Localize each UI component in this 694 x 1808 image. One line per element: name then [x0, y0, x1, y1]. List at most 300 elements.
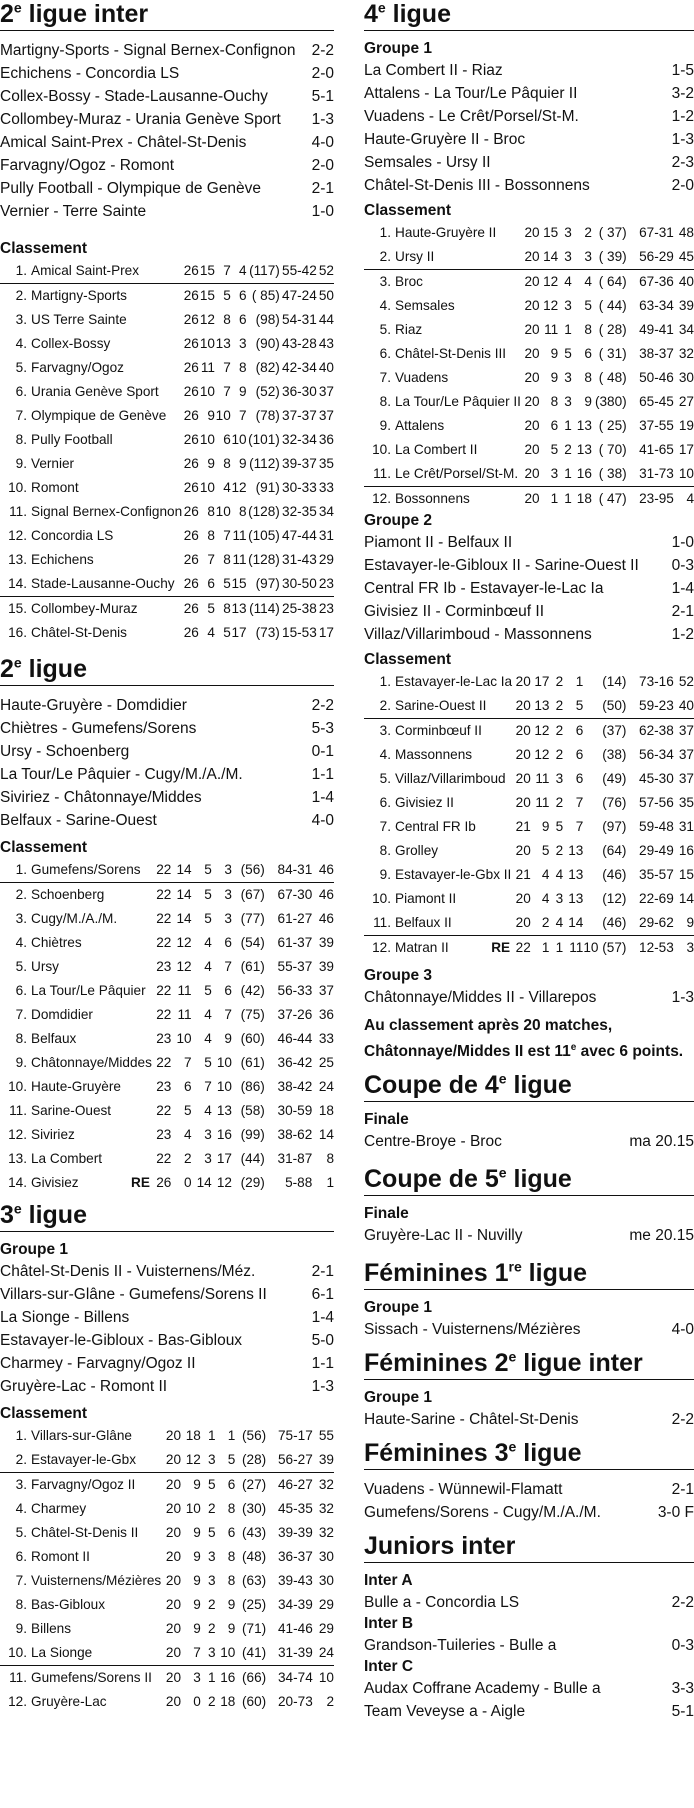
match-result	[0, 200, 334, 223]
played-cell: 26	[183, 408, 199, 423]
won-cell: 7	[181, 1641, 201, 1666]
lost-cell: 3	[212, 858, 232, 883]
standings-row	[364, 245, 694, 270]
match-result	[0, 177, 334, 200]
section-title-coupe-5e: Coupe de 5e ligue	[364, 1165, 694, 1196]
won-cell: 11	[177, 1007, 192, 1022]
rank: 3.	[15, 312, 27, 327]
points-cell: 34	[318, 504, 334, 519]
match-result	[0, 717, 334, 740]
match-result	[364, 1700, 694, 1723]
rank: 5.	[379, 771, 391, 786]
lost-cell: 18	[576, 491, 592, 506]
rank: 1.	[379, 674, 391, 689]
team-name: Vernier	[31, 456, 75, 471]
standings-row	[0, 1051, 334, 1075]
won-cell: 9	[541, 819, 550, 834]
team-name: Farvagny/Ogoz II	[31, 1477, 136, 1492]
standings-row	[364, 911, 694, 936]
played-cell: 23	[156, 959, 172, 974]
standings-row	[0, 284, 334, 309]
won-cell: 2	[531, 911, 550, 936]
penalty-cell: (60)	[242, 1694, 267, 1709]
goals-cell: 47-44	[282, 528, 317, 543]
standings-row	[0, 1027, 334, 1051]
drawn-cell: 2	[207, 1694, 216, 1709]
won-cell: 4	[207, 625, 215, 640]
standings-row	[364, 366, 694, 390]
lost-cell: 8	[239, 360, 247, 375]
points-cell: 37	[318, 408, 334, 423]
drawn-cell: 1	[207, 1670, 216, 1685]
section-title-feminines-2e: Féminines 2e ligue inter	[364, 1349, 694, 1380]
match-score: 1-4	[311, 1309, 334, 1326]
match-result	[0, 108, 334, 131]
lost-cell: 3	[239, 336, 247, 351]
won-cell: 3	[540, 462, 559, 487]
match-score: 1-0	[671, 534, 694, 551]
classement-label: Classement	[0, 1405, 88, 1422]
goals-cell: 5-88	[285, 1175, 313, 1190]
rank: 3.	[379, 723, 391, 738]
team-name: Domdidier	[31, 1007, 93, 1022]
match-score: 1-1	[311, 1355, 334, 1372]
points-cell: 31	[678, 819, 694, 834]
played-cell: 20	[161, 1448, 181, 1473]
drawn-cell: 1	[564, 322, 572, 337]
team-cell	[364, 270, 521, 295]
drawn-cell: 6	[223, 432, 231, 447]
won-cell: 11	[535, 771, 550, 786]
played-cell: 20	[515, 674, 531, 689]
match-result	[364, 986, 694, 1009]
team-name: Bas-Gibloux	[31, 1597, 106, 1612]
rank: 3.	[379, 274, 391, 289]
team-cell	[0, 548, 182, 572]
penalty-cell: (76)	[602, 795, 627, 810]
penalty-cell: (114)	[249, 601, 280, 616]
section-title-juniors-inter: Juniors inter	[364, 1532, 694, 1563]
goals-cell: 59-48	[639, 819, 674, 834]
standings-row	[364, 462, 694, 487]
drawn-cell: 1	[555, 940, 564, 955]
points-cell: 33	[318, 480, 334, 495]
lost-cell: 7	[575, 819, 584, 834]
team-cell	[364, 815, 512, 839]
lost-cell: 4	[231, 259, 247, 284]
drawn-cell: 3	[201, 1448, 216, 1473]
lost-cell: 7	[239, 408, 247, 423]
won-cell: 7	[184, 1055, 192, 1070]
won-cell: 10	[176, 1031, 192, 1046]
lost-cell: 13	[231, 601, 247, 616]
rank: 7.	[379, 819, 391, 834]
lost-cell: 9	[224, 1031, 232, 1046]
team-cell	[364, 438, 521, 462]
group-label: Inter A	[364, 1572, 413, 1590]
lost-cell: 3	[572, 245, 592, 270]
team-name: La Tour/Le Pâquier	[31, 983, 146, 998]
standings-row	[0, 858, 334, 883]
drawn-cell: 5	[223, 625, 231, 640]
team-cell	[364, 670, 512, 694]
standings-row	[0, 1666, 334, 1691]
team-name: Gumefens/Sorens II	[31, 1670, 152, 1685]
lost-cell: 13	[216, 1103, 232, 1118]
team-cell	[364, 342, 521, 366]
standings-row	[0, 1003, 334, 1027]
team-name: Vuisternens/Mézières	[31, 1573, 162, 1588]
lost-cell: 13	[576, 418, 592, 433]
points-cell: 18	[318, 1103, 334, 1118]
team-cell	[0, 931, 152, 955]
standings-row	[364, 318, 694, 342]
results-list	[0, 39, 334, 223]
won-cell: 15	[543, 225, 559, 240]
goals-cell: 22-69	[639, 891, 674, 906]
results-list	[364, 1478, 694, 1524]
goals-cell: 31-73	[627, 462, 674, 487]
played-cell: 20	[512, 694, 531, 719]
drawn-cell: 7	[223, 528, 231, 543]
drawn-cell: 2	[555, 843, 564, 858]
juniors-groups	[364, 1571, 694, 1723]
won-cell: 0	[193, 1694, 201, 1709]
penalty-cell: (97)	[247, 572, 280, 597]
right-column	[364, 0, 694, 1723]
played-cell: 20	[165, 1477, 182, 1492]
standings-table	[0, 858, 334, 1195]
played-cell: 20	[165, 1525, 182, 1540]
drawn-cell: 1	[564, 418, 572, 433]
team-name: Siviriez	[31, 1127, 75, 1142]
standings-row	[364, 719, 694, 744]
match-score: 4-0	[311, 812, 334, 829]
team-cell	[364, 791, 512, 815]
lost-cell: 11	[569, 940, 584, 955]
lost-cell: 9	[239, 384, 247, 399]
won-cell: 12	[543, 274, 559, 289]
team-name: Givisiez II	[395, 795, 454, 810]
drawn-cell: 3	[564, 225, 572, 240]
team-cell	[0, 1099, 152, 1123]
played-cell: 26	[183, 504, 199, 519]
played-cell: 20	[165, 1428, 182, 1443]
match-teams: Ursy - Schoenberg	[0, 743, 130, 760]
won-cell: 9	[207, 408, 215, 423]
match-result	[364, 600, 694, 623]
standings-row	[0, 1147, 334, 1171]
standings-row	[0, 572, 334, 597]
goals-cell: 20-73	[277, 1694, 313, 1709]
team-name: Châtel-St-Denis III	[395, 346, 507, 361]
played-cell: 26	[183, 625, 199, 640]
match-result	[364, 1591, 694, 1614]
penalty-cell: ( 25)	[598, 418, 627, 433]
section-title-feminines-1re: Féminines 1re ligue	[364, 1259, 694, 1290]
won-cell: 14	[176, 887, 192, 902]
drawn-cell: 3	[201, 1641, 216, 1666]
team-cell	[364, 911, 512, 936]
penalty-cell: (54)	[240, 935, 265, 950]
group-label: Finale	[364, 1205, 409, 1223]
penalty-cell: (66)	[242, 1670, 267, 1685]
team-name: Stade-Lausanne-Ouchy	[31, 576, 175, 591]
match-result	[364, 128, 694, 151]
played-cell: 20	[521, 462, 540, 487]
team-name: Billens	[31, 1621, 72, 1636]
penalty-cell: (60)	[240, 1031, 265, 1046]
match-score: 2-0	[311, 157, 334, 174]
results-list	[364, 986, 694, 1009]
drawn-cell: 3	[555, 771, 564, 786]
lost-cell: 13	[568, 843, 584, 858]
lost-cell: 3	[224, 911, 232, 926]
standings-table	[0, 259, 334, 645]
won-cell: 1	[550, 491, 559, 506]
match-score: me 20.15	[629, 1227, 694, 1245]
standings-row	[0, 955, 334, 979]
lost-cell: 6	[575, 723, 584, 738]
rank: 2.	[379, 249, 391, 264]
rank: 9.	[379, 418, 391, 433]
goals-cell: 34-74	[277, 1670, 313, 1685]
standings-row	[0, 308, 334, 332]
team-name: Riaz	[395, 322, 423, 337]
team-name: Pully Football	[31, 432, 113, 447]
points-cell: 30	[318, 1573, 334, 1588]
drawn-cell: 7	[223, 360, 231, 375]
standings-row	[364, 694, 694, 719]
standings-row	[364, 414, 694, 438]
penalty-cell: (90)	[255, 336, 280, 351]
team-cell	[0, 1569, 161, 1593]
match-score: 2-1	[671, 603, 694, 620]
points-cell: 40	[678, 274, 694, 289]
match-result	[364, 554, 694, 577]
team-name: Signal Bernex-Confignon	[31, 504, 183, 519]
lost-cell: 6	[224, 983, 232, 998]
team-name: Le Crêt/Porsel/St-M.	[395, 466, 519, 481]
rank: 13.	[8, 1151, 27, 1166]
team-name: Bossonnens	[395, 491, 470, 506]
match-result	[0, 154, 334, 177]
played-cell: 26	[183, 384, 199, 399]
won-cell: 12	[176, 935, 192, 950]
team-cell	[0, 1497, 161, 1521]
won-cell: 11	[177, 983, 192, 998]
team-cell	[0, 1641, 161, 1666]
points-cell: 37	[318, 384, 334, 399]
standings-row	[0, 500, 334, 524]
team-cell	[0, 1171, 152, 1195]
rank: 2.	[15, 288, 27, 303]
won-cell: 14	[171, 858, 191, 883]
match-score: 2-3	[671, 154, 694, 171]
points-cell: 40	[674, 694, 694, 719]
match-teams: Givisiez II - Corminbœuf II	[364, 603, 544, 620]
team-cell	[364, 462, 521, 487]
played-cell: 26	[183, 336, 199, 351]
team-cell	[0, 1473, 161, 1498]
drawn-cell: 1	[207, 1428, 216, 1443]
standings-row	[0, 979, 334, 1003]
team-name: La Combert	[31, 1151, 103, 1166]
points-cell: 46	[318, 911, 334, 926]
won-cell: 12	[199, 312, 215, 327]
goals-cell: 67-30	[277, 887, 313, 902]
match-result	[0, 1306, 334, 1329]
won-cell: 12	[534, 723, 550, 738]
lost-cell: 8	[239, 504, 247, 519]
played-cell: 20	[524, 394, 540, 409]
team-name: Broc	[395, 274, 423, 289]
match-teams: Châtel-St-Denis II - Vuisternens/Méz.	[0, 1263, 256, 1280]
lost-cell: 17	[216, 1151, 232, 1166]
standings-row	[0, 1075, 334, 1099]
team-cell	[364, 719, 512, 744]
points-cell: 39	[678, 298, 694, 313]
played-cell: 20	[524, 298, 540, 313]
rank: 15.	[8, 601, 27, 616]
match-score: 2-2	[671, 1594, 694, 1612]
won-cell: 9	[193, 1477, 201, 1492]
played-cell: 20	[524, 346, 540, 361]
points-cell: 24	[318, 1079, 334, 1094]
rank: 11.	[9, 1670, 27, 1685]
goals-cell: 30-50	[280, 572, 317, 597]
team-cell	[0, 1690, 161, 1714]
team-cell	[0, 284, 182, 309]
goals-cell: 45-30	[639, 771, 674, 786]
match-score: 5-0	[311, 1332, 334, 1349]
match-result	[364, 151, 694, 174]
match-teams: La Combert II - Riaz	[364, 62, 503, 79]
penalty-cell: (41)	[235, 1641, 266, 1666]
match-result	[0, 694, 334, 717]
penalty-cell: 10 (57)	[583, 940, 627, 955]
penalty-cell: (49)	[602, 771, 627, 786]
points-cell: 9	[674, 911, 694, 936]
standings-row	[0, 1593, 334, 1617]
team-cell	[364, 767, 512, 791]
results-list	[364, 1318, 694, 1341]
rank: 11.	[9, 504, 27, 519]
rank: 3.	[15, 1477, 27, 1492]
penalty-cell: (78)	[255, 408, 280, 423]
team-name: Châtel-St-Denis	[31, 625, 127, 640]
lost-cell: 8	[584, 370, 592, 385]
points-cell: 32	[678, 346, 694, 361]
relegated-marker: RE	[131, 1175, 150, 1190]
match-teams: Villaz/Villarimboud - Massonnens	[364, 626, 592, 643]
drawn-cell: 4	[549, 911, 563, 936]
won-cell: 5	[541, 843, 550, 858]
standings-row	[364, 936, 694, 961]
lost-cell: 3	[224, 887, 232, 902]
penalty-cell: (63)	[242, 1573, 267, 1588]
rank: 12.	[8, 528, 27, 543]
goals-cell: 47-24	[282, 288, 317, 303]
lost-cell: 6	[224, 935, 232, 950]
match-teams: Amical Saint-Prex - Châtel-St-Denis	[0, 134, 247, 151]
drawn-cell: 2	[555, 723, 564, 738]
team-name: Gruyère-Lac	[31, 1694, 107, 1709]
team-name: La Tour/Le Pâquier II	[395, 394, 521, 409]
match-teams: Audax Coffrane Academy - Bulle a	[364, 1680, 601, 1698]
rank: 5.	[15, 1525, 27, 1540]
goals-cell: 56-33	[277, 983, 313, 998]
lost-cell: 9	[227, 1621, 236, 1636]
drawn-cell: 7	[204, 1079, 212, 1094]
penalty-cell: ( 37)	[598, 225, 627, 240]
team-cell	[364, 694, 512, 719]
lost-cell: 5	[584, 298, 592, 313]
points-cell: 29	[318, 1597, 334, 1612]
team-cell	[0, 1075, 152, 1099]
penalty-cell: (77)	[240, 911, 265, 926]
standings-note: Au classement après 20 matches, Châtonnaye/Middes II est 11e avec 6 points.	[364, 1017, 684, 1061]
won-cell: 2	[184, 1151, 192, 1166]
team-cell	[364, 414, 521, 438]
match-score: 1-3	[311, 1378, 334, 1395]
won-cell: 5	[207, 601, 215, 616]
team-name: Gumefens/Sorens	[31, 862, 141, 877]
team-name: Ursy II	[395, 249, 435, 264]
team-cell	[0, 404, 182, 428]
team-cell	[364, 390, 521, 414]
rank: 7.	[15, 408, 27, 423]
penalty-cell: (42)	[240, 983, 265, 998]
lost-cell: 6	[584, 346, 592, 361]
team-name: Charmey	[31, 1501, 87, 1516]
goals-cell: 39-39	[277, 1525, 313, 1540]
match-teams: Echichens - Concordia LS	[0, 65, 180, 82]
played-cell: 22	[156, 1103, 172, 1118]
match-result	[0, 85, 334, 108]
rank: 12.	[8, 1127, 27, 1142]
match-result	[0, 1260, 334, 1283]
played-cell: 21	[515, 867, 531, 882]
lost-cell: 8	[227, 1549, 236, 1564]
team-name: US Terre Sainte	[31, 312, 127, 327]
team-cell	[364, 221, 521, 245]
match-score: 2-2	[311, 697, 334, 714]
points-cell: 46	[312, 858, 334, 883]
won-cell: 10	[199, 432, 215, 447]
standings-row	[364, 342, 694, 366]
standings-row	[0, 332, 334, 356]
points-cell: 23	[318, 601, 334, 616]
rank: 6.	[15, 1549, 27, 1564]
rank: 14.	[8, 576, 27, 591]
played-cell: 26	[183, 552, 199, 567]
lost-cell: 16	[220, 1670, 236, 1685]
match-result	[0, 62, 334, 85]
match-teams: Collombey-Muraz - Urania Genève Sport	[0, 111, 281, 128]
rank: 8.	[15, 1031, 27, 1046]
goals-cell: 34-39	[277, 1597, 313, 1612]
penalty-cell: ( 48)	[598, 370, 627, 385]
penalty-cell: (73)	[255, 625, 280, 640]
goals-cell: 67-31	[639, 225, 674, 240]
played-cell: 20	[165, 1670, 182, 1685]
penalty-cell: ( 38)	[592, 462, 627, 487]
lost-cell: 18	[220, 1694, 236, 1709]
match-score: 2-2	[311, 42, 334, 59]
match-teams: Haute-Sarine - Châtel-St-Denis	[364, 1411, 579, 1429]
match-result	[0, 1283, 334, 1306]
